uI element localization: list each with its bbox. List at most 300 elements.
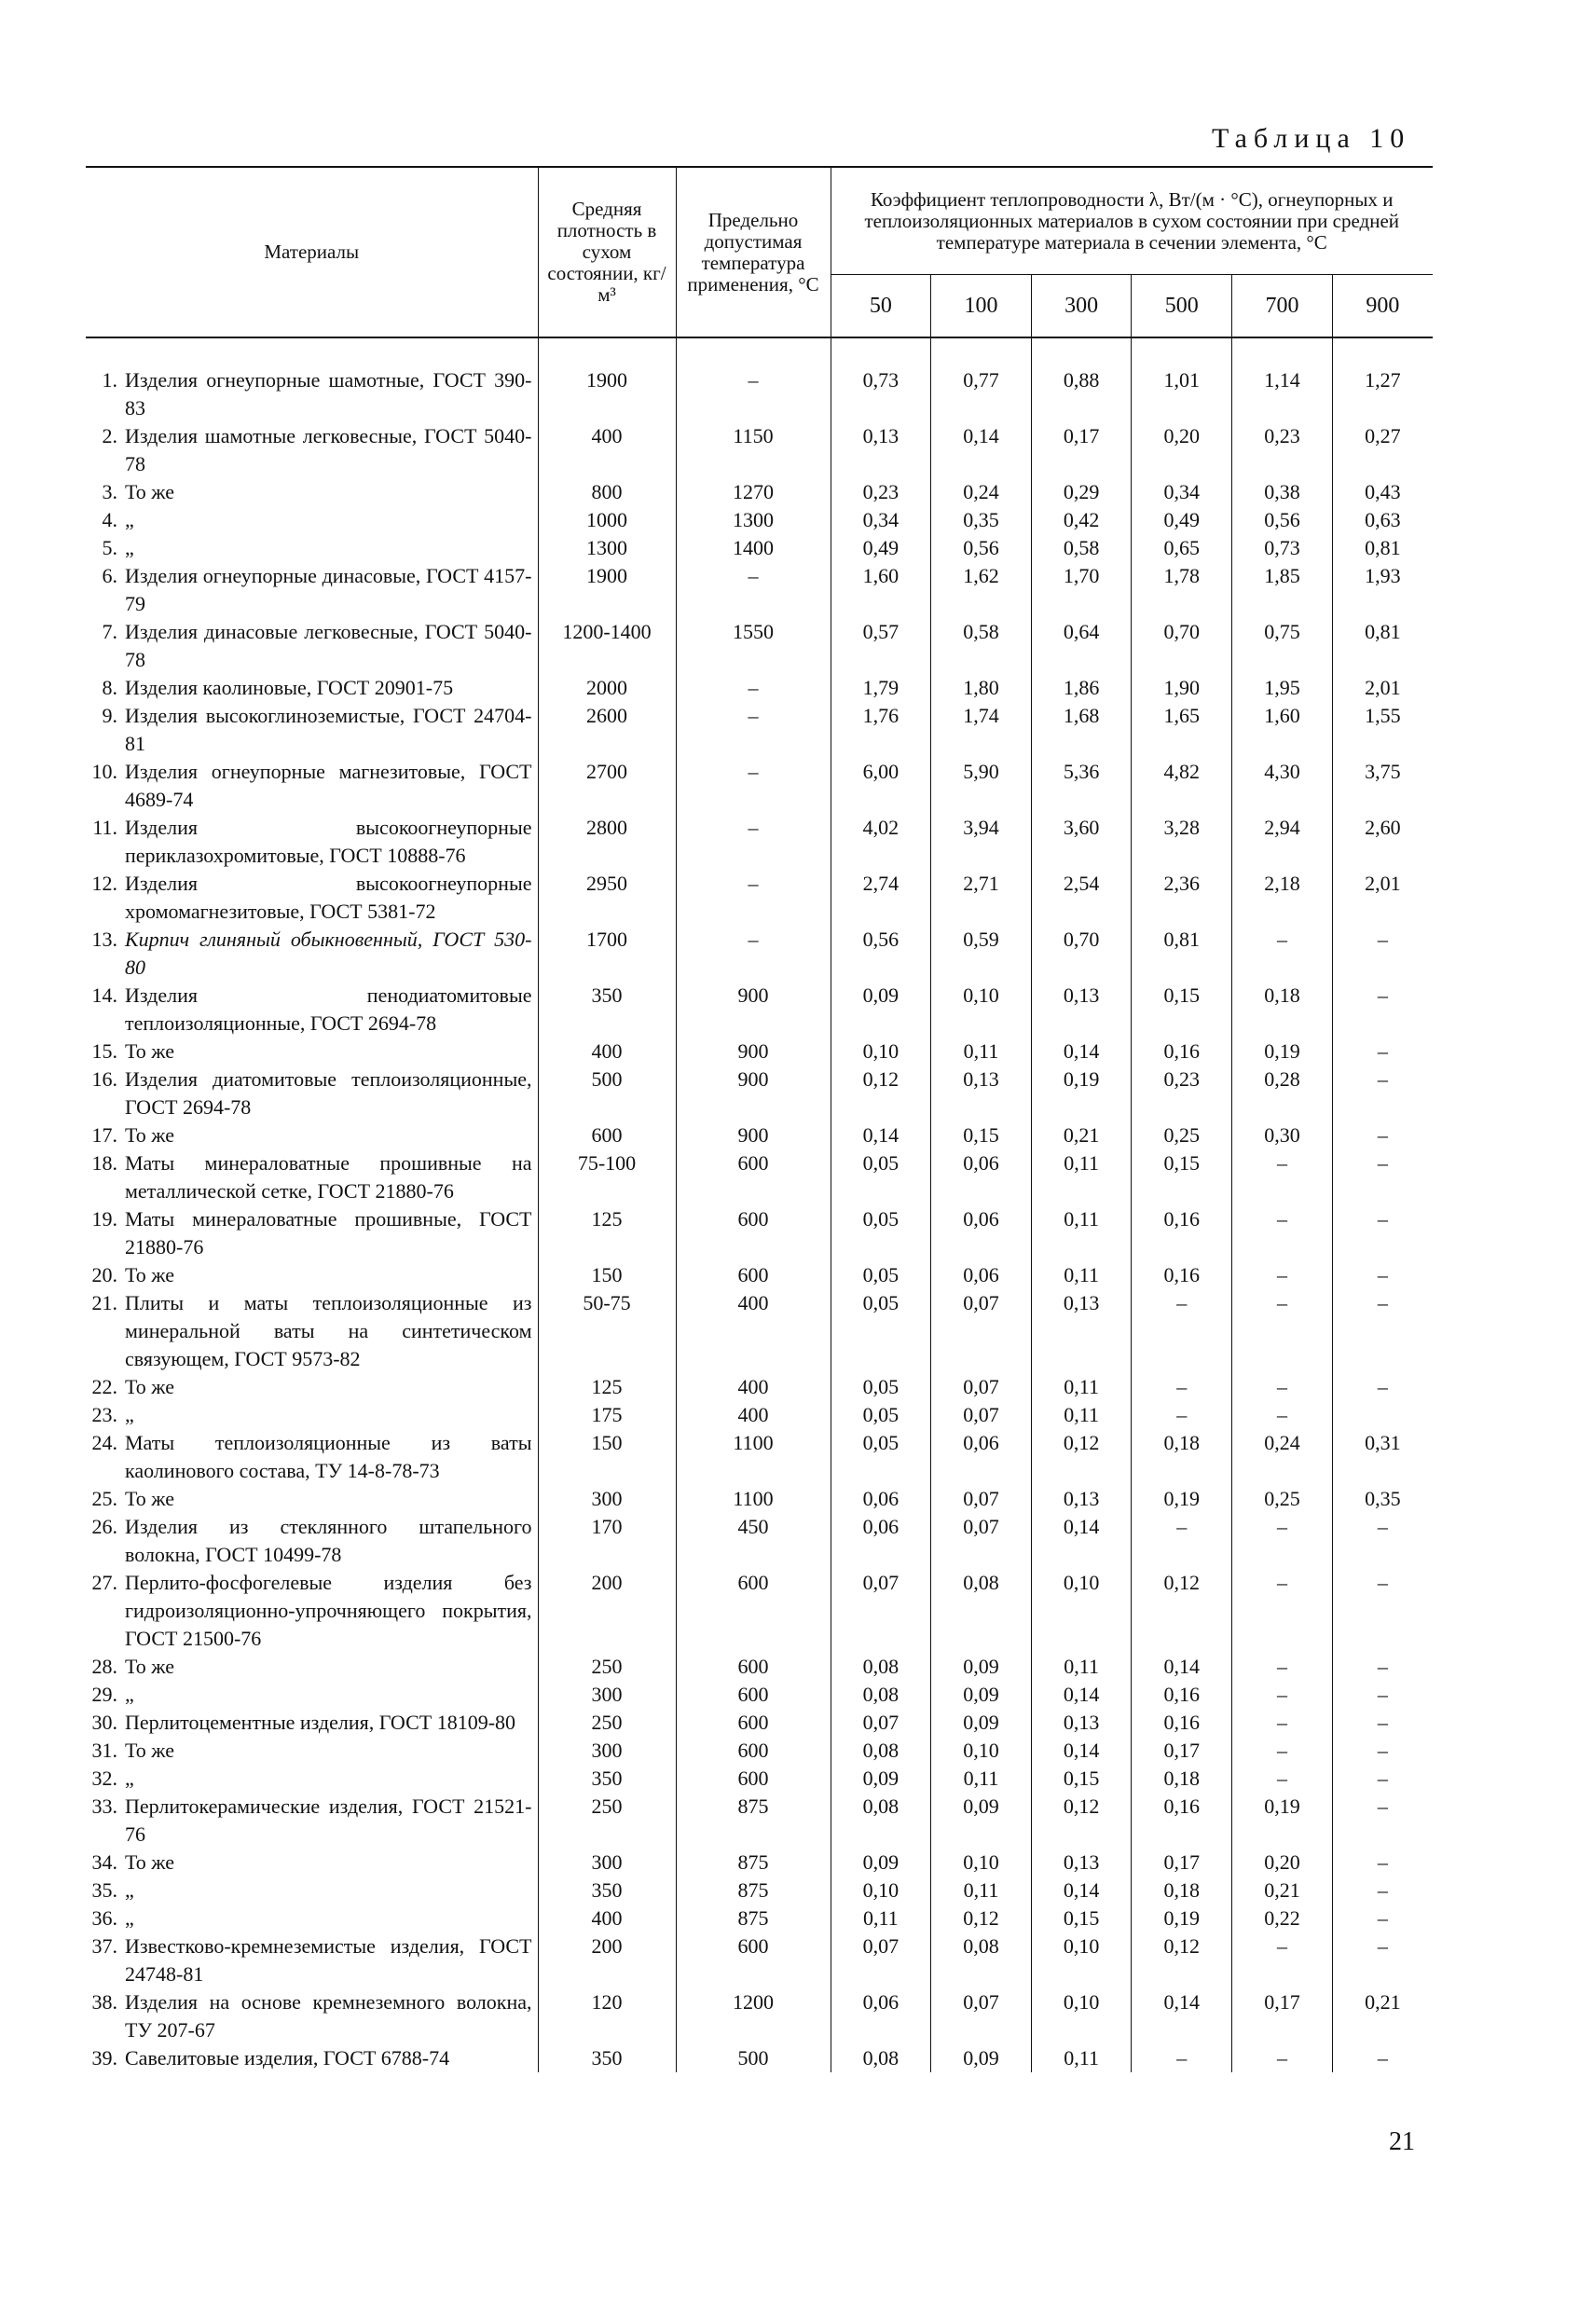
conductivity-cell: 0,19 bbox=[1232, 1038, 1333, 1066]
conductivity-cell: 1,65 bbox=[1132, 702, 1232, 758]
max-temp-cell: – bbox=[676, 758, 831, 814]
conductivity-cell: 0,35 bbox=[1332, 1485, 1433, 1513]
conductivity-cell: 0,34 bbox=[1132, 478, 1232, 506]
material-name: То же bbox=[125, 1375, 174, 1398]
material-name: Кирпич глиняный обыкновенный, ГОСТ 530-80 bbox=[125, 928, 532, 979]
header-coefficient: Коэффициент теплопроводности λ, Вт/(м · °С), огнеупорных и теплоизоляционных материалов в сухом состоянии при средней температуре материала в сечении элемента, °С bbox=[831, 167, 1433, 275]
density-cell: 300 bbox=[538, 1485, 676, 1513]
conductivity-cell: 0,11 bbox=[931, 1038, 1032, 1066]
max-temp-cell: 400 bbox=[676, 1373, 831, 1401]
conductivity-cell: – bbox=[1332, 1653, 1433, 1681]
conductivity-cell: – bbox=[1332, 1513, 1433, 1569]
conductivity-cell: – bbox=[1332, 1038, 1433, 1066]
conductivity-cell: 0,43 bbox=[1332, 478, 1433, 506]
conductivity-cell: 0,14 bbox=[1031, 1513, 1132, 1569]
conductivity-cell: 0,34 bbox=[831, 506, 931, 534]
density-cell: 2600 bbox=[538, 702, 676, 758]
material-name: Изделия высокоогнеупорные периклазохромитовые, ГОСТ 10888-76 bbox=[125, 816, 532, 867]
row-number: 21. bbox=[91, 1291, 117, 1314]
conductivity-cell: 2,60 bbox=[1332, 814, 1433, 870]
conductivity-cell: 1,76 bbox=[831, 702, 931, 758]
conductivity-cell: 1,80 bbox=[931, 674, 1032, 702]
conductivity-cell: 0,19 bbox=[1232, 1793, 1333, 1849]
conductivity-cell: 0,08 bbox=[831, 1793, 931, 1849]
conductivity-cell: 0,10 bbox=[1031, 1932, 1132, 1988]
table-row bbox=[86, 618, 1433, 674]
conductivity-cell: 0,13 bbox=[1031, 1709, 1132, 1737]
conductivity-cell: – bbox=[1132, 2044, 1232, 2072]
density-cell: 350 bbox=[538, 1877, 676, 1905]
row-number: 32. bbox=[91, 1767, 117, 1790]
conductivity-cell: 0,15 bbox=[1031, 1905, 1132, 1932]
conductivity-cell bbox=[1332, 1401, 1433, 1429]
conductivity-cell: 0,17 bbox=[1031, 422, 1132, 478]
conductivity-cell: 0,07 bbox=[931, 1485, 1032, 1513]
conductivity-cell: 1,01 bbox=[1132, 337, 1232, 422]
conductivity-cell: 0,59 bbox=[931, 926, 1032, 982]
conductivity-cell: 0,12 bbox=[1132, 1932, 1232, 1988]
conductivity-cell: – bbox=[1332, 1737, 1433, 1765]
conductivity-cell: 0,81 bbox=[1332, 618, 1433, 674]
conductivity-cell: 0,07 bbox=[931, 1373, 1032, 1401]
density-cell: 200 bbox=[538, 1932, 676, 1988]
conductivity-cell: 0,08 bbox=[931, 1569, 1032, 1653]
table-row bbox=[86, 1261, 1433, 1289]
conductivity-cell: 0,16 bbox=[1132, 1681, 1232, 1709]
table-row bbox=[86, 1401, 1433, 1429]
row-number: 10. bbox=[91, 760, 117, 783]
conductivity-cell: 1,74 bbox=[931, 702, 1032, 758]
conductivity-cell: 0,17 bbox=[1232, 1988, 1333, 2044]
max-temp-cell: 1100 bbox=[676, 1429, 831, 1485]
density-cell: 1200-1400 bbox=[538, 618, 676, 674]
material-name: Изделия динасовые легковесные, ГОСТ 5040-78 bbox=[125, 620, 532, 671]
conductivity-cell: 0,21 bbox=[1232, 1877, 1333, 1905]
conductivity-cell: – bbox=[1332, 982, 1433, 1038]
conductivity-cell: 0,11 bbox=[931, 1765, 1032, 1793]
conductivity-cell: – bbox=[1232, 1261, 1333, 1289]
conductivity-cell: 0,10 bbox=[1031, 1569, 1132, 1653]
density-cell: 50-75 bbox=[538, 1289, 676, 1373]
conductivity-cell: 2,36 bbox=[1132, 870, 1232, 926]
conductivity-cell: – bbox=[1232, 1737, 1333, 1765]
conductivity-cell: 1,79 bbox=[831, 674, 931, 702]
table-caption: Таблица 10 bbox=[1212, 123, 1411, 154]
material-name: Изделия высокоглиноземистые, ГОСТ 24704-81 bbox=[125, 704, 532, 755]
conductivity-cell: 0,28 bbox=[1232, 1066, 1333, 1121]
conductivity-cell: 0,16 bbox=[1132, 1205, 1232, 1261]
density-cell: 175 bbox=[538, 1401, 676, 1429]
conductivity-cell: 0,63 bbox=[1332, 506, 1433, 534]
conductivity-cell: 0,21 bbox=[1031, 1121, 1132, 1149]
max-temp-cell: 1300 bbox=[676, 506, 831, 534]
table-row bbox=[86, 1849, 1433, 1877]
conductivity-cell: – bbox=[1332, 1765, 1433, 1793]
material-cell bbox=[86, 1149, 538, 1205]
row-number: 11. bbox=[92, 816, 117, 839]
conductivity-cell: 0,09 bbox=[931, 2044, 1032, 2072]
max-temp-cell: 900 bbox=[676, 1038, 831, 1066]
table-row bbox=[86, 1765, 1433, 1793]
max-temp-cell: 875 bbox=[676, 1793, 831, 1849]
material-name: „ bbox=[125, 1906, 134, 1930]
table-row bbox=[86, 1709, 1433, 1737]
conductivity-cell: – bbox=[1332, 2044, 1433, 2072]
conductivity-cell: 0,07 bbox=[931, 1988, 1032, 2044]
table-row bbox=[86, 926, 1433, 982]
density-cell: 300 bbox=[538, 1681, 676, 1709]
page-number: 21 bbox=[1389, 2127, 1415, 2156]
conductivity-cell: – bbox=[1332, 1149, 1433, 1205]
table-row bbox=[86, 1373, 1433, 1401]
conductivity-cell: 0,18 bbox=[1132, 1877, 1232, 1905]
conductivity-cell: 0,81 bbox=[1132, 926, 1232, 982]
max-temp-cell: 1400 bbox=[676, 534, 831, 562]
table-row bbox=[86, 758, 1433, 814]
table-row bbox=[86, 1485, 1433, 1513]
conductivity-cell: 0,11 bbox=[931, 1877, 1032, 1905]
density-cell: 300 bbox=[538, 1737, 676, 1765]
material-cell bbox=[86, 1653, 538, 1681]
row-number: 16. bbox=[91, 1067, 117, 1091]
material-name: Маты минераловатные прошивные, ГОСТ 21880-76 bbox=[125, 1207, 532, 1258]
table-row bbox=[86, 1793, 1433, 1849]
material-name: Изделия шамотные легковесные, ГОСТ 5040-78 bbox=[125, 424, 532, 475]
thermal-conductivity-table bbox=[86, 166, 1433, 2072]
conductivity-cell: – bbox=[1332, 1121, 1433, 1149]
material-cell bbox=[86, 506, 538, 534]
table-row bbox=[86, 674, 1433, 702]
conductivity-cell: 0,14 bbox=[1132, 1988, 1232, 2044]
conductivity-cell: – bbox=[1232, 926, 1333, 982]
conductivity-cell: 0,58 bbox=[1031, 534, 1132, 562]
row-number: 17. bbox=[91, 1123, 117, 1147]
conductivity-cell: 0,24 bbox=[931, 478, 1032, 506]
conductivity-cell: 3,94 bbox=[931, 814, 1032, 870]
conductivity-cell: – bbox=[1232, 2044, 1333, 2072]
conductivity-cell: 2,01 bbox=[1332, 870, 1433, 926]
material-name: Изделия каолиновые, ГОСТ 20901-75 bbox=[125, 676, 454, 699]
conductivity-cell: 0,07 bbox=[831, 1569, 931, 1653]
table-row bbox=[86, 982, 1433, 1038]
table-row bbox=[86, 1569, 1433, 1653]
density-cell: 250 bbox=[538, 1653, 676, 1681]
max-temp-cell: 600 bbox=[676, 1681, 831, 1709]
header-temp-700: 700 bbox=[1232, 275, 1333, 338]
header-density: Средняя плотность в сухом состоянии, кг/м³ bbox=[538, 167, 676, 337]
conductivity-cell: 0,06 bbox=[831, 1485, 931, 1513]
conductivity-cell: 0,05 bbox=[831, 1429, 931, 1485]
material-name: Перлито-фосфогелевые изделия без гидроизоляционно-упрочняющего покрытия, ГОСТ 21500-76 bbox=[125, 1571, 532, 1650]
density-cell: 600 bbox=[538, 1121, 676, 1149]
max-temp-cell: 600 bbox=[676, 1709, 831, 1737]
material-cell bbox=[86, 337, 538, 422]
table-row bbox=[86, 1066, 1433, 1121]
conductivity-cell: 0,88 bbox=[1031, 337, 1132, 422]
row-number: 29. bbox=[91, 1683, 117, 1706]
conductivity-cell: 0,07 bbox=[931, 1401, 1032, 1429]
conductivity-cell: – bbox=[1232, 1709, 1333, 1737]
conductivity-cell: 1,62 bbox=[931, 562, 1032, 618]
material-name: Изделия огнеупорные магнезитовые, ГОСТ 4689-74 bbox=[125, 760, 532, 811]
conductivity-cell: 0,15 bbox=[931, 1121, 1032, 1149]
material-name: Изделия пенодиатомитовые теплоизоляционные, ГОСТ 2694-78 bbox=[125, 983, 532, 1035]
conductivity-cell: 0,12 bbox=[1031, 1429, 1132, 1485]
conductivity-cell: 0,75 bbox=[1232, 618, 1333, 674]
conductivity-cell: 1,86 bbox=[1031, 674, 1132, 702]
table-row bbox=[86, 702, 1433, 758]
density-cell: 250 bbox=[538, 1793, 676, 1849]
material-name: Изделия на основе кремнеземного волокна, ТУ 207-67 bbox=[125, 1990, 532, 2042]
max-temp-cell: 600 bbox=[676, 1932, 831, 1988]
density-cell: 300 bbox=[538, 1849, 676, 1877]
material-name: „ bbox=[125, 1683, 134, 1706]
conductivity-cell: 0,10 bbox=[831, 1877, 931, 1905]
conductivity-cell: – bbox=[1332, 1681, 1433, 1709]
conductivity-cell: 0,18 bbox=[1232, 982, 1333, 1038]
conductivity-cell: – bbox=[1332, 1793, 1433, 1849]
density-cell: 1300 bbox=[538, 534, 676, 562]
conductivity-cell: 0,06 bbox=[831, 1988, 931, 2044]
density-cell: 150 bbox=[538, 1429, 676, 1485]
material-cell bbox=[86, 534, 538, 562]
conductivity-cell: 0,05 bbox=[831, 1205, 931, 1261]
conductivity-cell: 0,13 bbox=[1031, 1849, 1132, 1877]
row-number: 12. bbox=[91, 872, 117, 895]
conductivity-cell: 0,15 bbox=[1132, 1149, 1232, 1205]
conductivity-cell: 0,70 bbox=[1031, 926, 1132, 982]
conductivity-cell: – bbox=[1132, 1289, 1232, 1373]
conductivity-cell: 0,19 bbox=[1132, 1485, 1232, 1513]
conductivity-cell: 0,12 bbox=[1132, 1569, 1232, 1653]
density-cell: 1900 bbox=[538, 562, 676, 618]
conductivity-cell: 0,06 bbox=[931, 1149, 1032, 1205]
conductivity-cell: 0,06 bbox=[931, 1261, 1032, 1289]
row-number: 23. bbox=[91, 1403, 117, 1426]
max-temp-cell: – bbox=[676, 337, 831, 422]
max-temp-cell: 600 bbox=[676, 1569, 831, 1653]
conductivity-cell: 0,23 bbox=[1132, 1066, 1232, 1121]
conductivity-cell: 1,14 bbox=[1232, 337, 1333, 422]
conductivity-cell: 0,11 bbox=[1031, 1261, 1132, 1289]
max-temp-cell: 400 bbox=[676, 1289, 831, 1373]
material-cell bbox=[86, 814, 538, 870]
conductivity-cell: – bbox=[1332, 1569, 1433, 1653]
conductivity-cell: 0,58 bbox=[931, 618, 1032, 674]
conductivity-cell: 0,11 bbox=[1031, 2044, 1132, 2072]
material-cell bbox=[86, 1401, 538, 1429]
max-temp-cell: 600 bbox=[676, 1765, 831, 1793]
max-temp-cell: 600 bbox=[676, 1653, 831, 1681]
max-temp-cell: – bbox=[676, 926, 831, 982]
conductivity-cell: 1,70 bbox=[1031, 562, 1132, 618]
conductivity-cell: – bbox=[1332, 1932, 1433, 1988]
conductivity-cell: 0,08 bbox=[831, 1737, 931, 1765]
density-cell: 400 bbox=[538, 1038, 676, 1066]
material-cell bbox=[86, 702, 538, 758]
max-temp-cell: 1150 bbox=[676, 422, 831, 478]
conductivity-cell: – bbox=[1232, 1401, 1333, 1429]
conductivity-cell: 0,17 bbox=[1132, 1737, 1232, 1765]
row-number: 24. bbox=[91, 1431, 117, 1454]
max-temp-cell: 1270 bbox=[676, 478, 831, 506]
material-cell bbox=[86, 1849, 538, 1877]
density-cell: 170 bbox=[538, 1513, 676, 1569]
conductivity-cell: 0,06 bbox=[931, 1429, 1032, 1485]
conductivity-cell: 0,15 bbox=[1031, 1765, 1132, 1793]
material-name: Изделия высокоогнеупорные хромомагнезитовые, ГОСТ 5381-72 bbox=[125, 872, 532, 923]
conductivity-cell: 0,27 bbox=[1332, 422, 1433, 478]
density-cell: 2700 bbox=[538, 758, 676, 814]
conductivity-cell: 1,78 bbox=[1132, 562, 1232, 618]
material-cell bbox=[86, 870, 538, 926]
conductivity-cell: 0,24 bbox=[1232, 1429, 1333, 1485]
table-row bbox=[86, 506, 1433, 534]
conductivity-cell: – bbox=[1332, 926, 1433, 982]
row-number: 26. bbox=[91, 1515, 117, 1538]
conductivity-cell: 1,85 bbox=[1232, 562, 1333, 618]
table-row bbox=[86, 1905, 1433, 1932]
material-cell bbox=[86, 1932, 538, 1988]
max-temp-cell: – bbox=[676, 814, 831, 870]
row-number: 14. bbox=[91, 983, 117, 1007]
conductivity-cell: 4,30 bbox=[1232, 758, 1333, 814]
material-name: То же bbox=[125, 480, 174, 503]
table-row bbox=[86, 1149, 1433, 1205]
conductivity-cell: 6,00 bbox=[831, 758, 931, 814]
material-name: Изделия из стеклянного штапельного волокна, ГОСТ 10499-78 bbox=[125, 1515, 532, 1566]
conductivity-cell: 0,20 bbox=[1132, 422, 1232, 478]
header-materials: Материалы bbox=[86, 167, 538, 337]
material-name: Плиты и маты теплоизоляционные из минеральной ваты на синтетическом связующем, ГОСТ 9573-82 bbox=[125, 1291, 532, 1370]
material-cell bbox=[86, 1121, 538, 1149]
conductivity-cell: 0,13 bbox=[1031, 1485, 1132, 1513]
material-cell bbox=[86, 1709, 538, 1737]
conductivity-cell: 0,07 bbox=[931, 1513, 1032, 1569]
conductivity-cell: 0,14 bbox=[1132, 1653, 1232, 1681]
density-cell: 350 bbox=[538, 2044, 676, 2072]
conductivity-cell: 0,16 bbox=[1132, 1038, 1232, 1066]
material-name: Перлитокерамические изделия, ГОСТ 21521-76 bbox=[125, 1795, 532, 1846]
material-cell bbox=[86, 674, 538, 702]
conductivity-cell: – bbox=[1132, 1513, 1232, 1569]
material-cell bbox=[86, 1569, 538, 1653]
conductivity-cell: 0,13 bbox=[1031, 982, 1132, 1038]
conductivity-cell: 0,05 bbox=[831, 1373, 931, 1401]
material-cell bbox=[86, 1373, 538, 1401]
conductivity-cell: 0,65 bbox=[1132, 534, 1232, 562]
material-name: Маты минераловатные прошивные на металлической сетке, ГОСТ 21880-76 bbox=[125, 1151, 532, 1203]
conductivity-cell: 0,73 bbox=[831, 337, 931, 422]
conductivity-cell: – bbox=[1332, 1373, 1433, 1401]
header-temp-100: 100 bbox=[931, 275, 1032, 338]
conductivity-cell: 4,82 bbox=[1132, 758, 1232, 814]
density-cell: 350 bbox=[538, 982, 676, 1038]
max-temp-cell: 900 bbox=[676, 1066, 831, 1121]
conductivity-cell: 1,60 bbox=[831, 562, 931, 618]
conductivity-cell: – bbox=[1332, 1066, 1433, 1121]
row-number: 7. bbox=[102, 620, 117, 643]
conductivity-cell: 0,06 bbox=[831, 1513, 931, 1569]
conductivity-cell: 0,09 bbox=[931, 1681, 1032, 1709]
density-cell: 2800 bbox=[538, 814, 676, 870]
material-cell bbox=[86, 1261, 538, 1289]
material-cell bbox=[86, 2044, 538, 2072]
density-cell: 1900 bbox=[538, 337, 676, 422]
max-temp-cell: 900 bbox=[676, 1121, 831, 1149]
conductivity-cell: 0,22 bbox=[1232, 1905, 1333, 1932]
conductivity-cell: – bbox=[1332, 1709, 1433, 1737]
max-temp-cell: 875 bbox=[676, 1877, 831, 1905]
conductivity-cell: 0,08 bbox=[831, 1681, 931, 1709]
conductivity-cell: 0,09 bbox=[831, 1849, 931, 1877]
conductivity-cell: 0,07 bbox=[831, 1932, 931, 1988]
row-number: 18. bbox=[91, 1151, 117, 1175]
material-cell bbox=[86, 1429, 538, 1485]
conductivity-cell: 0,13 bbox=[931, 1066, 1032, 1121]
row-number: 30. bbox=[91, 1711, 117, 1734]
conductivity-cell: 1,93 bbox=[1332, 562, 1433, 618]
conductivity-cell: 0,05 bbox=[831, 1261, 931, 1289]
conductivity-cell: 2,18 bbox=[1232, 870, 1333, 926]
material-name: То же bbox=[125, 1487, 174, 1510]
material-name: Известково-кремнеземистые изделия, ГОСТ 24748-81 bbox=[125, 1934, 532, 1986]
material-name: Изделия огнеупорные шамотные, ГОСТ 390-83 bbox=[125, 368, 532, 419]
conductivity-cell: 0,11 bbox=[831, 1905, 931, 1932]
conductivity-cell: 0,17 bbox=[1132, 1849, 1232, 1877]
conductivity-cell: 0,07 bbox=[831, 1709, 931, 1737]
table-row bbox=[86, 1681, 1433, 1709]
density-cell: 400 bbox=[538, 422, 676, 478]
conductivity-cell: 0,14 bbox=[1031, 1038, 1132, 1066]
material-cell bbox=[86, 1988, 538, 2044]
material-cell bbox=[86, 1877, 538, 1905]
material-name: То же bbox=[125, 1850, 174, 1874]
max-temp-cell: – bbox=[676, 870, 831, 926]
conductivity-cell: 0,16 bbox=[1132, 1793, 1232, 1849]
conductivity-cell: – bbox=[1232, 1569, 1333, 1653]
row-number: 3. bbox=[102, 480, 117, 503]
conductivity-cell: 2,71 bbox=[931, 870, 1032, 926]
max-temp-cell: – bbox=[676, 702, 831, 758]
material-cell bbox=[86, 1205, 538, 1261]
conductivity-cell: 0,14 bbox=[831, 1121, 931, 1149]
conductivity-cell: 0,16 bbox=[1132, 1261, 1232, 1289]
material-cell bbox=[86, 1681, 538, 1709]
conductivity-cell: 0,09 bbox=[931, 1793, 1032, 1849]
material-name: „ bbox=[125, 1767, 134, 1790]
material-cell bbox=[86, 618, 538, 674]
material-name: Изделия огнеупорные динасовые, ГОСТ 4157-79 bbox=[125, 564, 532, 615]
material-cell bbox=[86, 478, 538, 506]
conductivity-cell: 0,08 bbox=[831, 1653, 931, 1681]
max-temp-cell: 600 bbox=[676, 1737, 831, 1765]
conductivity-cell: 0,14 bbox=[931, 422, 1032, 478]
density-cell: 500 bbox=[538, 1066, 676, 1121]
conductivity-cell: 0,08 bbox=[931, 1932, 1032, 1988]
material-cell bbox=[86, 1485, 538, 1513]
table-row bbox=[86, 2044, 1433, 2072]
conductivity-cell: 0,05 bbox=[831, 1289, 931, 1373]
conductivity-cell: 0,18 bbox=[1132, 1429, 1232, 1485]
conductivity-cell: 0,10 bbox=[931, 982, 1032, 1038]
material-cell bbox=[86, 1905, 538, 1932]
table-row bbox=[86, 1038, 1433, 1066]
conductivity-cell: 0,11 bbox=[1031, 1401, 1132, 1429]
table-row bbox=[86, 1932, 1433, 1988]
conductivity-cell: 0,07 bbox=[931, 1289, 1032, 1373]
header-temp-500: 500 bbox=[1132, 275, 1232, 338]
